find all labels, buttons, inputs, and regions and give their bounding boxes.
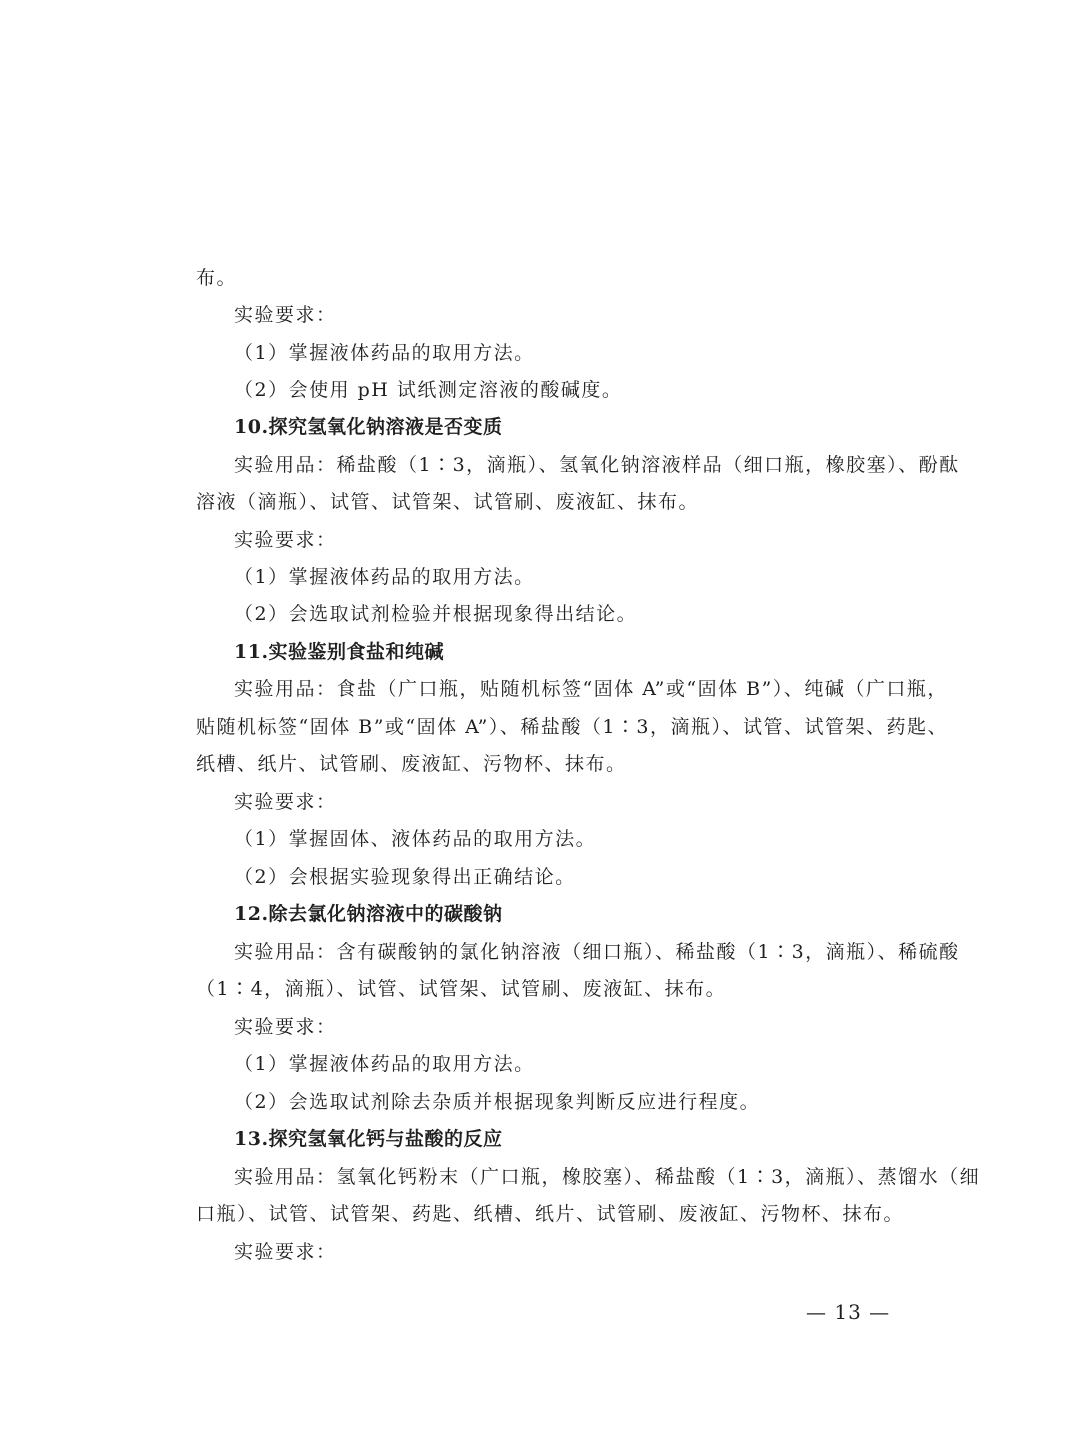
continued-text-line: 布。: [196, 267, 238, 289]
requirement-item: （2）会使用 pH 试纸测定溶液的酸碱度。: [234, 379, 623, 401]
materials-line: 实验用品：食盐（广口瓶，贴随机标签“固体 A”或“固体 B”）、纯碱（广口瓶，: [234, 678, 948, 700]
requirement-item: （1）掌握液体药品的取用方法。: [234, 566, 535, 588]
materials-line: 口瓶）、试管、试管架、药匙、纸槽、纸片、试管刷、废液缸、污物杯、抹布。: [196, 1203, 905, 1225]
section-heading-11: 11.实验鉴别食盐和纯碱: [234, 641, 445, 663]
section-heading-12: 12.除去氯化钠溶液中的碳酸钠: [234, 903, 503, 925]
materials-line: （1∶4，滴瓶）、试管、试管架、试管刷、废液缸、抹布。: [196, 978, 727, 1000]
requirement-item: （2）会选取试剂检验并根据现象得出结论。: [234, 603, 638, 625]
materials-line: 纸槽、纸片、试管刷、废液缸、污物杯、抹布。: [196, 753, 627, 775]
requirements-label: 实验要求：: [234, 1016, 337, 1038]
requirement-item: （2）会根据实验现象得出正确结论。: [234, 866, 576, 888]
requirements-label: 实验要求：: [234, 529, 337, 551]
materials-line: 实验用品：含有碳酸钠的氯化钠溶液（细口瓶）、稀盐酸（1∶3，滴瓶）、稀硫酸: [234, 941, 960, 963]
materials-line: 实验用品：稀盐酸（1∶3，滴瓶）、氢氧化钠溶液样品（细口瓶，橡胶塞）、酚酞: [234, 454, 960, 476]
requirement-item: （1）掌握液体药品的取用方法。: [234, 1053, 535, 1075]
materials-line: 贴随机标签“固体 B”或“固体 A”）、稀盐酸（1∶3，滴瓶）、试管、试管架、药匙、: [196, 716, 949, 738]
materials-line: 溶液（滴瓶）、试管、试管架、试管刷、废液缸、抹布。: [196, 491, 700, 513]
section-heading-13: 13.探究氢氧化钙与盐酸的反应: [234, 1128, 503, 1150]
page-number: — 13 —: [806, 1300, 891, 1324]
requirement-item: （1）掌握固体、液体药品的取用方法。: [234, 828, 597, 850]
requirements-label: 实验要求：: [234, 304, 337, 326]
section-heading-10: 10.探究氢氧化钠溶液是否变质: [234, 416, 503, 438]
requirement-item: （1）掌握液体药品的取用方法。: [234, 342, 535, 364]
requirements-label: 实验要求：: [234, 1241, 337, 1263]
requirement-item: （2）会选取试剂除去杂质并根据现象判断反应进行程度。: [234, 1091, 761, 1113]
requirements-label: 实验要求：: [234, 791, 337, 813]
materials-line: 实验用品：氢氧化钙粉末（广口瓶，橡胶塞）、稀盐酸（1∶3，滴瓶）、蒸馏水（细: [234, 1166, 981, 1188]
